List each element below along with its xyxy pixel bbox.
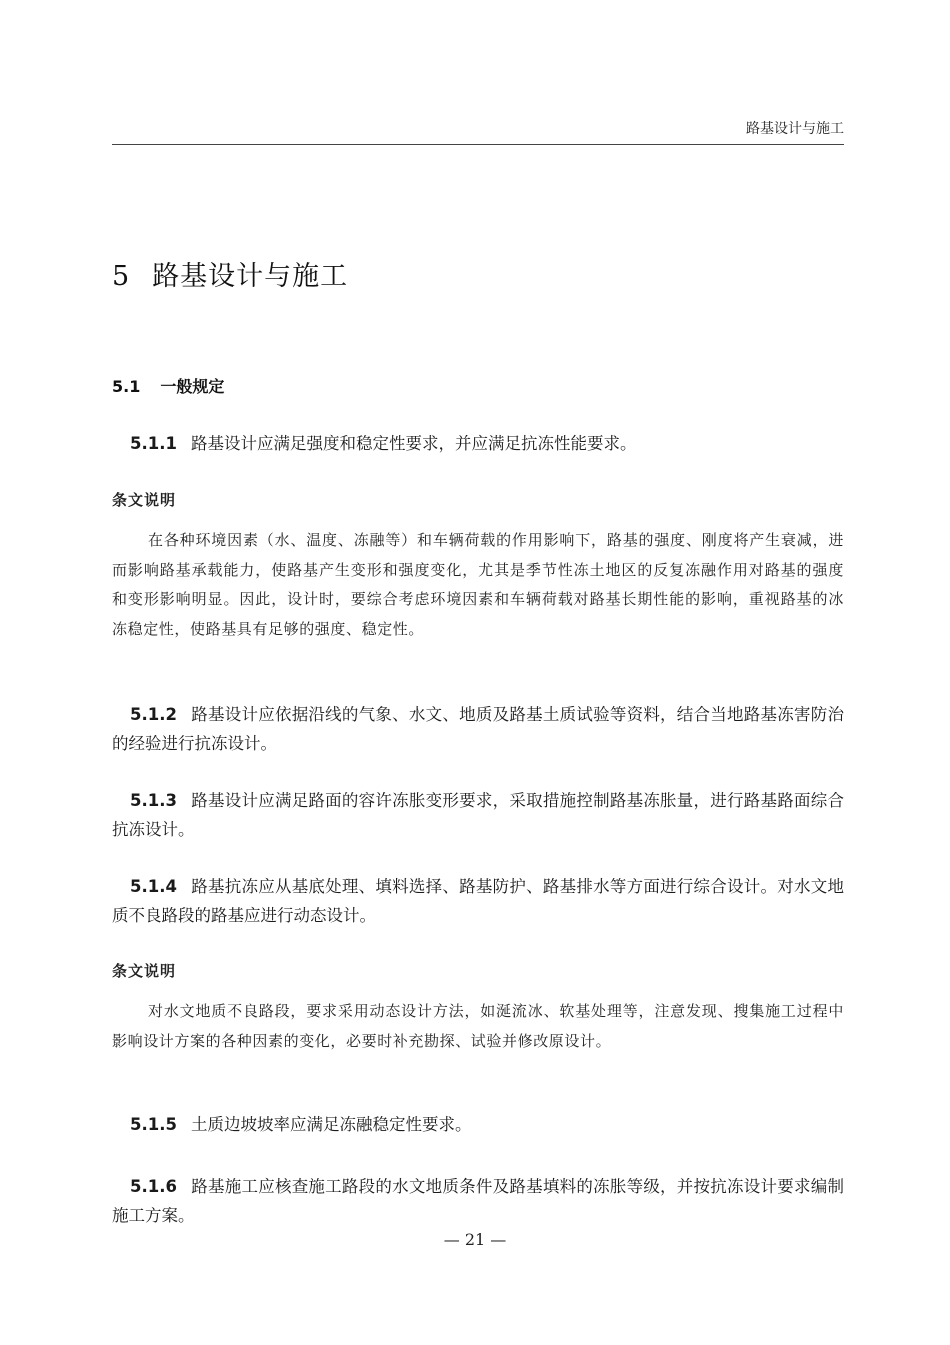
header-rule: [112, 144, 844, 145]
clause-5-1-6: [112, 1172, 844, 1230]
section-title-text: 一般规定: [160, 377, 225, 396]
clause-5-1-4: [112, 872, 844, 930]
note-label: 条文说明: [112, 962, 177, 980]
note-text: 对水文地质不良路段，要求采用动态设计方法，如涎流冰、软基处理等，注意发现、搜集施工过程中影响设计方案的各种因素的变化，必要时补充勘探、试验并修改原设计。: [112, 1002, 844, 1050]
clause-text: 路基设计应依据沿线的气象、水文、地质及路基土质试验等资料，结合当地路基冻害防治的经验进行抗冻设计。: [112, 705, 844, 753]
clause-number: 5.1.6: [130, 1177, 177, 1196]
clause-text: 路基设计应满足强度和稳定性要求，并应满足抗冻性能要求。: [190, 434, 637, 453]
clause-5-1-1: [112, 429, 844, 458]
clause-number: 5.1.3: [130, 791, 177, 810]
note-text: 在各种环境因素（水、温度、冻融等）和车辆荷载的作用影响下，路基的强度、刚度将产生衰减，进而影响路基承载能力，使路基产生变形和强度变化，尤其是季节性冻土地区的反复冻融作用对路基的强度和变形影响明显。因此，设计时，要综合考虑环境因素和车辆荷载对路基长期性能的影响，重视路基的冰冻稳定性，使路基具有足够的强度、稳定性。: [112, 531, 844, 638]
clause-number: 5.1.4: [130, 877, 177, 896]
chapter-title-text: 路基设计与施工: [152, 261, 349, 292]
clause-5-1-2: [112, 700, 844, 758]
clause-text: 路基设计应满足路面的容许冻胀变形要求，采取措施控制路基冻胀量，进行路基路面综合抗冻设计。: [112, 791, 844, 839]
clause-text: 路基施工应核查施工路段的水文地质条件及路基填料的冻胀等级，并按抗冻设计要求编制施工方案。: [112, 1177, 844, 1225]
clause-number: 5.1.1: [130, 434, 177, 453]
clause-5-1-5: [112, 1110, 844, 1139]
note-label: 条文说明: [112, 491, 177, 509]
clause-number: 5.1.5: [130, 1115, 177, 1134]
running-header: 路基设计与施工: [746, 121, 844, 137]
clause-5-1-3: [112, 786, 844, 844]
page-number: — 21 —: [443, 1230, 507, 1249]
chapter-title: [112, 254, 348, 293]
section-title: [112, 374, 224, 397]
section-number: 5.1: [112, 377, 141, 396]
chapter-number: 5: [112, 261, 131, 292]
clause-text: 路基抗冻应从基底处理、填料选择、路基防护、路基排水等方面进行综合设计。对水文地质不良路段的路基应进行动态设计。: [112, 877, 844, 925]
clause-number: 5.1.2: [130, 705, 177, 724]
clause-text: 土质边坡坡率应满足冻融稳定性要求。: [190, 1115, 472, 1134]
